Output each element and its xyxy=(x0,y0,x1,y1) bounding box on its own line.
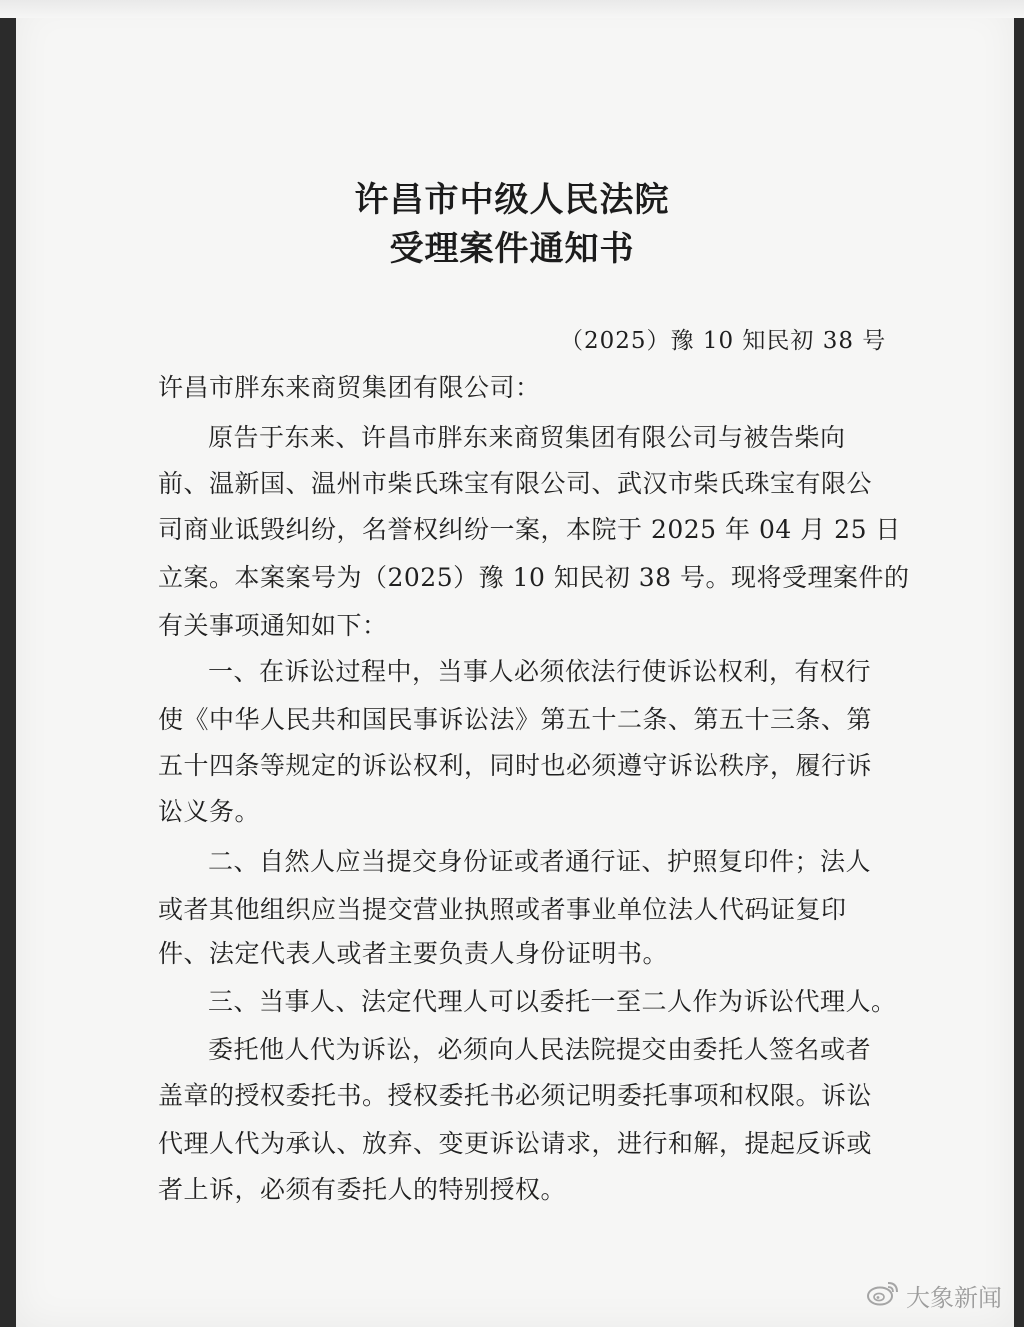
body-line: 三、当事人、法定代理人可以委托一至二人作为诉讼代理人。 xyxy=(208,987,897,1016)
body-line: 讼义务。 xyxy=(158,797,261,826)
addressee: 许昌市胖东来商贸集团有限公司： xyxy=(158,373,541,402)
body-line: 前、温新国、温州市柴氏珠宝有限公司、武汉市柴氏珠宝有限公 xyxy=(158,469,873,498)
body-line: 有关事项通知如下： xyxy=(158,611,388,640)
weibo-icon xyxy=(866,1279,900,1313)
body-line: 司商业诋毁纠纷，名誉权纠纷一案，本院于 2025 年 04 月 25 日 xyxy=(158,515,901,544)
body-line: 二、自然人应当提交身份证或者通行证、护照复印件；法人 xyxy=(208,847,872,876)
watermark-text: 大象新闻 xyxy=(906,1284,1002,1312)
body-line: 代理人代为承认、放弃、变更诉讼请求，进行和解，提起反诉或 xyxy=(158,1129,873,1158)
body-line: 使《中华人民共和国民事诉讼法》第五十二条、第五十三条、第 xyxy=(158,705,873,734)
body-line: 立案。本案案号为（2025）豫 10 知民初 38 号。现将受理案件的 xyxy=(158,563,910,592)
news-watermark xyxy=(866,1278,1002,1313)
body-line: 五十四条等规定的诉讼权利，同时也必须遵守诉讼秩序，履行诉 xyxy=(158,751,873,780)
body-line: 原告于东来、许昌市胖东来商贸集团有限公司与被告柴向 xyxy=(208,423,846,452)
page-top-edge xyxy=(0,0,1024,18)
body-line: 盖章的授权委托书。授权委托书必须记明委托事项和权限。诉讼 xyxy=(158,1081,873,1110)
body-line: 或者其他组织应当提交营业执照或者事业单位法人代码证复印 xyxy=(158,895,847,924)
body-line: 者上诉，必须有委托人的特别授权。 xyxy=(158,1175,567,1204)
case-number: （2025）豫 10 知民初 38 号 xyxy=(560,328,887,354)
body-line: 委托他人代为诉讼，必须向人民法院提交由委托人签名或者 xyxy=(208,1035,872,1064)
document-title: 受理案件通知书 xyxy=(389,229,635,269)
body-line: 件、法定代表人或者主要负责人身份证明书。 xyxy=(158,939,669,968)
court-name: 许昌市中级人民法院 xyxy=(354,180,670,220)
body-line: 一、在诉讼过程中，当事人必须依法行使诉讼权利，有权行 xyxy=(208,657,872,686)
